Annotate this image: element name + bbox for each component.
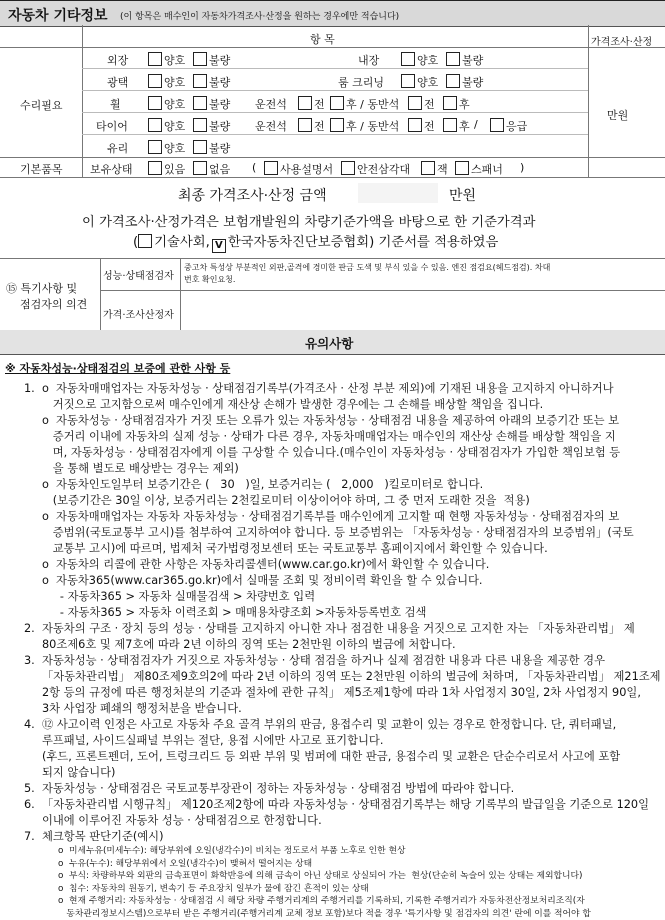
criteria-line: o 침수: 자동차의 원동기, 변속기 등 주요장치 일부가 물에 잠긴 흔적이 있는 상태 [58,883,665,896]
gloss-label: 광택 [107,74,128,90]
notice-line: 7. 체크항목 판단기준(예시) [24,829,665,845]
wheel-bad[interactable]: 불량 [193,96,230,112]
basic-close-paren: ) [520,161,524,174]
exterior-label: 외장 [107,52,128,68]
interior-bad[interactable]: 불량 [446,52,483,68]
tire-slash: / [474,118,478,131]
notice-line: - 자동차365 > 자동차 이력조회 > 매매용차량조회 >자동차등록번호 검색 [24,605,665,621]
wheel-good[interactable]: 양호 [148,96,185,112]
notice-line: o 자동차인도일부터 보증기간은 ( 30 )일, 보증거리는 ( 2,000 )킬로미터로 합니다. [24,477,665,493]
basis-kadia-checkbox[interactable]: V [212,239,226,253]
repair-price-unit: 만원 [607,107,628,123]
notice-line: 루프패널, 사이드실패널 부위는 절단, 용접 시에만 사고로 표기합니다. [24,733,665,749]
notice-line: 거짓으로 고지함으로써 매수인에게 재산상 손해가 발생한 경우에는 그 손해를 배상할 책임을 집니다. [24,397,665,413]
notice-line: 증범위(국토교통부 고시)를 첨부하여 고지하여야 합니다. 등 보증범위는 「자동차성능 · 상태점검자의 보증범위」(국토 [24,525,665,541]
notice-line: (보증기간은 30일 이상, 보증거리는 2천킬로미터 이상이어야 하며, 그 중 먼저 도래한 것을 적용) [24,493,665,509]
notice-line: 5. 자동차성능 · 상태점검은 국토교통부장관이 정하는 자동차성능 · 상태점검 방법에 따라야 합니다. [24,781,665,797]
interior-label: 내장 [358,52,379,68]
tire-driver-seat-label: 운전석 [255,118,287,134]
basic-open-paren: ( [252,161,256,174]
notice-line: 3. 자동차성능 · 상태점검자가 거짓으로 자동차성능 · 상태 점검을 하거나 실제 점검한 내용과 다른 내용을 제공한 경우 [24,653,665,669]
final-price-label: 최종 가격조사·산정 금액 [178,185,327,205]
notice-line: o 자동차의 리콜에 관한 사항은 자동차리콜센터(www.car.go.kr)에서 확인할 수 있습니다. [24,557,665,573]
exterior-good[interactable]: 양호 [148,52,185,68]
notice-line: 3차 사업장 폐쇄의 행정처분을 받습니다. [24,701,665,717]
tire-rear-front[interactable]: 후 / 동반석 [330,118,399,134]
notice-line: o 자동차365(www.car365.go.kr)에서 실매물 조회 및 정비이력 확인을 할 수 있습니다. [24,573,665,589]
tire-good[interactable]: 양호 [148,118,185,134]
special-label-line1: ⑮ 특기사항 및 [6,280,77,296]
notice-line: 며, 자동차성능 · 상태점검자에게 이를 구상할 수 있습니다.(매수인이 자동차성능 · 상태점검자가 가입한 책임보험 등 [24,445,665,461]
basic-no[interactable]: 없음 [193,161,230,177]
wheel-driver-seat-label: 운전석 [255,96,287,112]
notice-header [0,330,665,355]
final-price-unit: 만원 [449,185,476,205]
perf-inspector-text-2: 번호 확인요청. [184,274,235,285]
notice-line: 이내에 이루어진 자동차 성능 · 상태점검으로 한정합니다. [24,813,665,829]
basic-group-label: 기본품목 [20,161,63,177]
final-price-input[interactable] [358,183,438,203]
basic-item-jack[interactable]: 잭 [421,161,448,177]
tire-rear[interactable]: 후 [443,118,470,134]
glass-bad[interactable]: 불량 [193,140,230,156]
repair-group-label: 수리필요 [20,97,63,113]
price-inspector-label: 가격·조사산정자 [103,306,174,321]
basis-technician-checkbox[interactable] [138,234,152,248]
wheel-rear[interactable]: 후 [443,96,470,112]
criteria-line: o 현재 주행거리: 자동차성능 · 상태점검 시 해당 차량 주행거리계의 주행거리를 기록하되, 기록한 주행거리가 자동차전산정보처리조직(자 [58,895,665,908]
exterior-bad[interactable]: 불량 [193,52,230,68]
basis-line1: 이 가격조사·산정가격은 보험개발원의 차량기준가액을 바탕으로 한 기준가격과 [82,211,535,230]
notice-title: 유의사항 [305,334,353,352]
basic-status-label: 보유상태 [90,161,133,177]
basic-item-spanner[interactable]: 스패너 [455,161,503,177]
notice-line: 2. 자동차의 구조 · 장치 등의 성능 · 상태를 고지하지 아니한 자나 점검한 내용을 거짓으로 고지한 자는 「자동차관리법」 제 [24,621,665,637]
room-cleaning-label: 룸 크리닝 [338,74,384,90]
section-header [0,0,665,27]
criteria-line: o 부식: 차량하부와 외판의 금속표면이 화학반응에 의해 금속이 아닌 상태로 상실되어 가는 현상(단순히 녹슬어 있는 상태는 제외합니다) [58,870,665,883]
notice-line: 되지 않습니다) [24,765,665,781]
criteria-line: o 미세누유(미세누수): 해당부위에 오일(냉각수)이 비치는 정도로서 부품 노후로 인한 현상 [58,845,665,858]
notice-line: o 자동차성능 · 상태점검자가 거짓 또는 오류가 있는 자동차성능 · 상태점검 내용을 제공하여 아래의 보증기간 또는 보 [24,413,665,429]
notice-heading: ※ 자동차성능·상태점검의 보증에 관한 사항 등 [5,360,230,376]
wheel-rear-front[interactable]: 후 / 동반석 [330,96,399,112]
notice-line: 4. ⑫ 사고이력 인정은 사고로 자동차 주요 골격 부위의 판금, 용접수리 및 교환이 있는 경우로 한정합니다. 단, 쿼터패널, [24,717,665,733]
section-subtitle: (이 항목은 매수인이 자동차가격조사·산정을 원하는 경우에만 적습니다) [120,9,399,22]
tire-front-2[interactable]: 전 [408,118,435,134]
notice-line: 6. 「자동차관리법 시행규칙」 제120조제2항에 따라 자동차성능 · 상태점검기록부는 해당 기록부의 발급일을 기준으로 120일 [24,797,665,813]
gloss-good[interactable]: 양호 [148,74,185,90]
interior-good[interactable]: 양호 [401,52,438,68]
notice-line: 80조제6호 및 제7호에 따라 2년 이하의 징역 또는 2천만원 이하의 벌금에 처합니다. [24,637,665,653]
tire-emergency[interactable]: 응급 [490,118,527,134]
basic-item-triangle[interactable]: 안전삼각대 [341,161,410,177]
basic-yes[interactable]: 있음 [148,161,185,177]
section-title: 자동차 기타정보 [8,5,108,25]
wheel-label: 휠 [110,96,121,112]
notice-body [24,381,665,920]
notice-line: o 자동차매매업자는 자동차 자동차성능 · 상태점검기록부를 매수인에게 고지할 때 현행 자동차성능 · 상태점검자의 보 [24,509,665,525]
table-header-item: 항 목 [310,31,335,47]
perf-inspector-label: 성능·상태점검자 [103,267,174,282]
criteria-line: 동차관리정보시스템)으로부터 받은 주행거리(주행거리계 교체 정보 포함)보다 적을 경우 '특기사항 및 점검자의 의견' 란에 이를 적어야 합 [58,908,665,920]
glass-label: 유리 [107,140,128,156]
criteria-line: o 누유(누수): 해당부위에서 오일(냉각수)이 맺혀서 떨어지는 상태 [58,858,665,871]
basis-line2: ( 기술사회, V 한국자동차진단보증협회) 기준서를 적용하였음 [133,231,498,253]
room-cleaning-good[interactable]: 양호 [401,74,438,90]
notice-line: 교통부 고시)에 따르며, 법제처 국가법령정보센터 또는 국토교통부 홈페이지에서 확인할 수 있습니다. [24,541,665,557]
notice-line: 「자동차관리법」 제80조제9호의2에 따라 2년 이하의 징역 또는 2천만원 이하의 벌금에 처하며, 「자동차관리법」 제21조제 [24,669,665,685]
perf-inspector-text-1: 중고차 특성상 부분적인 외판,골격에 경미한 판금 도색 및 부식 있을 수 있음. 엔진 점검요(헤드점검). 차대 [184,262,550,273]
notice-line: 을 통해 별도로 배상받는 경우는 제외) [24,461,665,477]
wheel-front[interactable]: 전 [298,96,325,112]
notice-line: 증거리 이내에 자동차의 실제 성능 · 상태가 다른 경우, 자동차매매업자는 매수인의 재산상 손해를 배상할 책임을 지 [24,429,665,445]
notice-line: (후드, 프론트펜더, 도어, 트렁크리드 등 외판 부위 및 범퍼에 대한 판금, 용접수리 및 교환은 단순수리로서 사고에 포함 [24,749,665,765]
notice-line: 2항 등의 규정에 따른 행정처분의 기준과 절차에 관한 규칙」 제5조제1항에 따라 1차 사업정지 30일, 2차 사업정지 90일, [24,685,665,701]
tire-front[interactable]: 전 [298,118,325,134]
notice-line: 1. o 자동차매매업자는 자동차성능 · 상태점검기록부(가격조사 · 산정 부분 제외)에 기재된 내용을 고지하지 아니하거나 [24,381,665,397]
notice-line: - 자동차365 > 자동차 실매물검색 > 차량번호 입력 [24,589,665,605]
room-cleaning-bad[interactable]: 불량 [446,74,483,90]
glass-good[interactable]: 양호 [148,140,185,156]
tire-label: 타이어 [96,118,128,134]
gloss-bad[interactable]: 불량 [193,74,230,90]
basic-item-manual[interactable]: 사용설명서 [264,161,333,177]
special-label-line2: 점검자의 의견 [20,296,87,312]
table-header-price: 가격조사·산정 [591,33,652,48]
tire-bad[interactable]: 불량 [193,118,230,134]
wheel-front-2[interactable]: 전 [408,96,435,112]
